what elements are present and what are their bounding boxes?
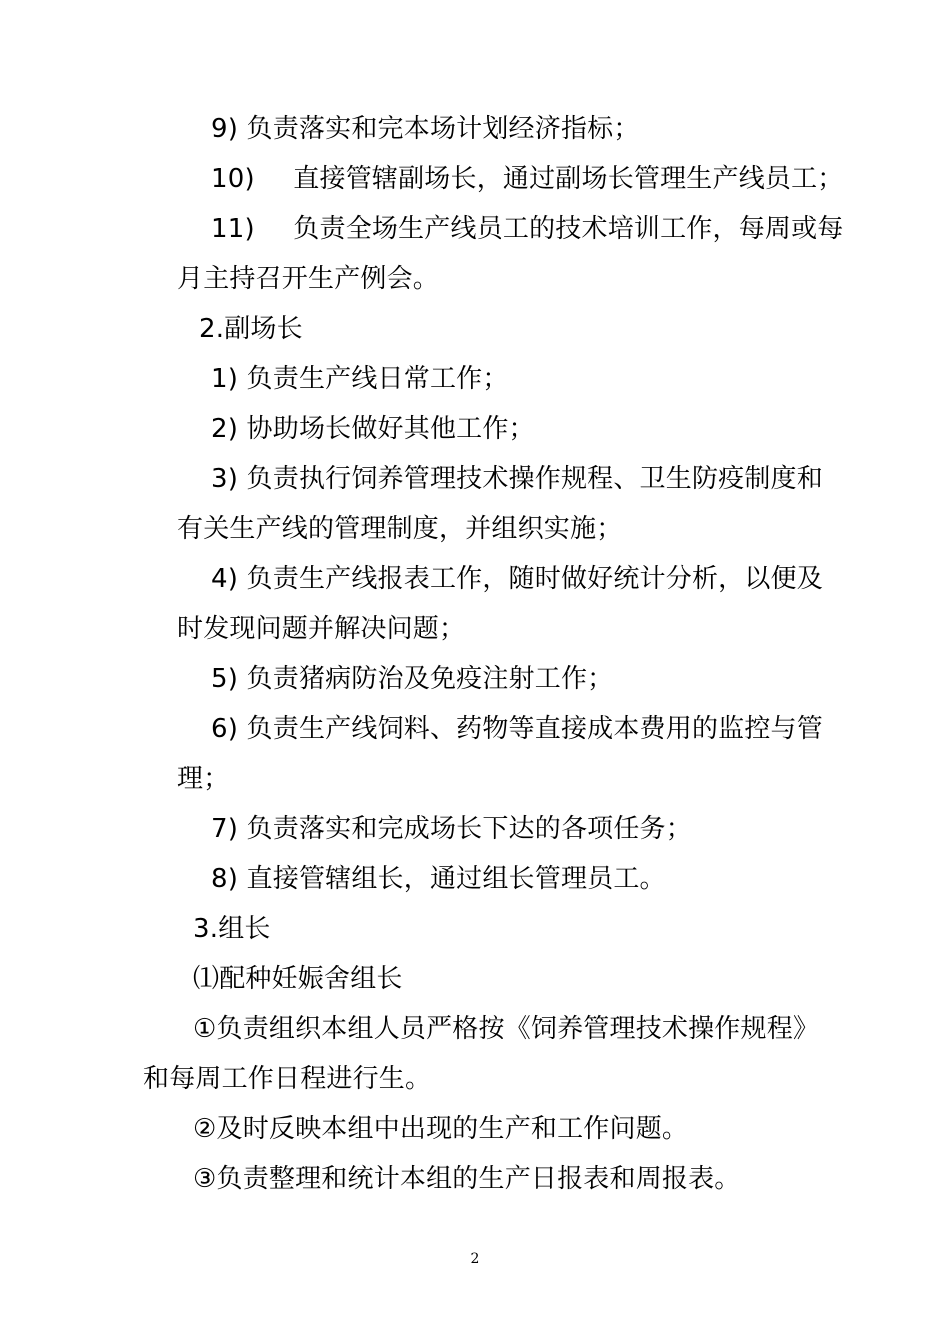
text-line: 理；: [177, 764, 230, 794]
item-number: 11): [211, 214, 255, 244]
text-line: 和每周工作日程进行生。: [143, 1064, 432, 1094]
text-line: ③负责整理和统计本组的生产日报表和周报表。: [193, 1164, 741, 1194]
text-line: 7) 负责落实和完成场长下达的各项任务；: [211, 814, 692, 844]
text-line: 8) 直接管辖组长，通过组长管理员工。: [211, 864, 666, 894]
text-line: [211, 213, 844, 245]
text-line: ①负责组织本组人员严格按《饲养管理技术操作规程》: [193, 1014, 820, 1044]
text-line: 时发现问题并解决问题；: [177, 614, 466, 644]
text-line: [211, 163, 844, 195]
text-line: 4) 负责生产线报表工作，随时做好统计分析，以便及: [211, 564, 823, 594]
text-line: 2) 协助场长做好其他工作；: [211, 414, 535, 444]
text-line: 有关生产线的管理制度，并组织实施；: [177, 514, 623, 544]
item-number: 10): [211, 164, 255, 194]
section-heading: 3.组长: [193, 914, 271, 944]
text-line: 9) 负责落实和完本场计划经济指标；: [211, 114, 640, 144]
item-text: 直接管辖副场长，通过副场长管理生产线员工；: [293, 164, 844, 194]
text-line: 6) 负责生产线饲料、药物等直接成本费用的监控与管: [211, 714, 823, 744]
subsection-heading: ⑴配种妊娠舍组长: [193, 964, 403, 994]
page-number: 2: [470, 1251, 480, 1267]
item-text: 负责全场生产线员工的技术培训工作，每周或每: [293, 214, 844, 244]
text-line: 1) 负责生产线日常工作；: [211, 364, 509, 394]
text-line: 5) 负责猪病防治及免疫注射工作；: [211, 664, 614, 694]
section-heading: 2.副场长: [199, 314, 303, 344]
text-line: 月主持召开生产例会。: [177, 264, 440, 294]
text-line: 3) 负责执行饲养管理技术操作规程、卫生防疫制度和: [211, 464, 823, 494]
text-line: ②及时反映本组中出现的生产和工作问题。: [193, 1114, 689, 1144]
